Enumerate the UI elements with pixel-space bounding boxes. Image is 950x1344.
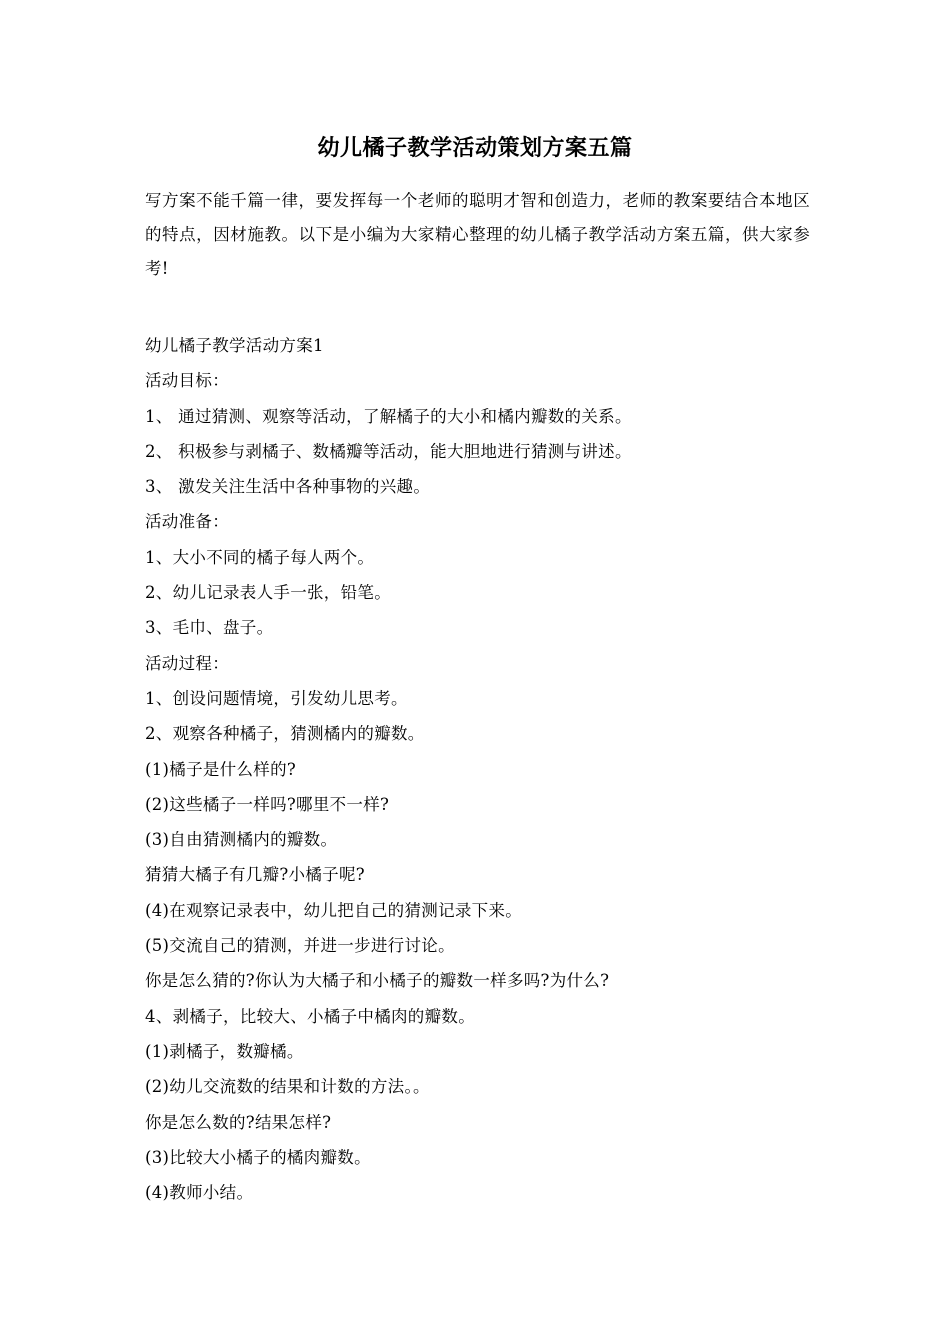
list-item: 1、大小不同的橘子每人两个。 (145, 547, 375, 567)
section-heading: 幼儿橘子教学活动方案1 (145, 336, 324, 355)
subheading-goals: 活动目标： (145, 371, 229, 391)
list-item: (1)剥橘子，数瓣橘。 (145, 1041, 304, 1061)
list-item: (4)在观察记录表中，幼儿把自己的猜测记录下来。 (145, 900, 523, 920)
list-item: (3)自由猜测橘内的瓣数。 (145, 830, 338, 850)
text-line: 你是怎么数的?结果怎样? (145, 1112, 332, 1132)
list-item: 2、观察各种橘子，猜测橘内的瓣数。 (145, 724, 425, 744)
list-item: (2)这些橘子一样吗?哪里不一样? (145, 794, 390, 814)
list-item: 3、毛巾、盘子。 (145, 618, 274, 638)
list-item: (4)教师小结。 (145, 1183, 254, 1203)
list-item: (5)交流自己的猜测，并进一步进行讨论。 (145, 936, 455, 956)
subheading-process: 活动过程： (145, 653, 229, 673)
list-item: 3、 激发关注生活中各种事物的兴趣。 (145, 477, 431, 497)
list-item: (3)比较大小橘子的橘肉瓣数。 (145, 1147, 371, 1167)
document-title: 幼儿橘子教学活动策划方案五篇 (317, 135, 633, 161)
subheading-preparation: 活动准备： (145, 512, 229, 532)
list-item: 4、剥橘子，比较大、小橘子中橘肉的瓣数。 (145, 1006, 475, 1026)
list-item: 2、 积极参与剥橘子、数橘瓣等活动，能大胆地进行猜测与讲述。 (145, 441, 632, 461)
list-item: (1)橘子是什么样的? (145, 759, 297, 779)
list-item: 2、幼儿记录表人手一张，铅笔。 (145, 583, 391, 603)
list-item: 1、 通过猜测、观察等活动，了解橘子的大小和橘内瓣数的关系。 (145, 406, 632, 426)
text-line: 你是怎么猜的?你认为大橘子和小橘子的瓣数一样多吗?为什么? (145, 971, 610, 991)
document-body (145, 328, 810, 1210)
list-item: 1、创设问题情境，引发幼儿思考。 (145, 688, 408, 708)
text-line: 猜猜大橘子有几瓣?小橘子呢? (145, 865, 365, 885)
list-item: (2)幼儿交流数的结果和计数的方法。。 (145, 1077, 430, 1097)
intro-paragraph: 写方案不能千篇一律，要发挥每一个老师的聪明才智和创造力，老师的教案要结合本地区的特点，因材施教。以下是小编为大家精心整理的幼儿橘子教学活动方案五篇，供大家参考! (145, 191, 810, 278)
